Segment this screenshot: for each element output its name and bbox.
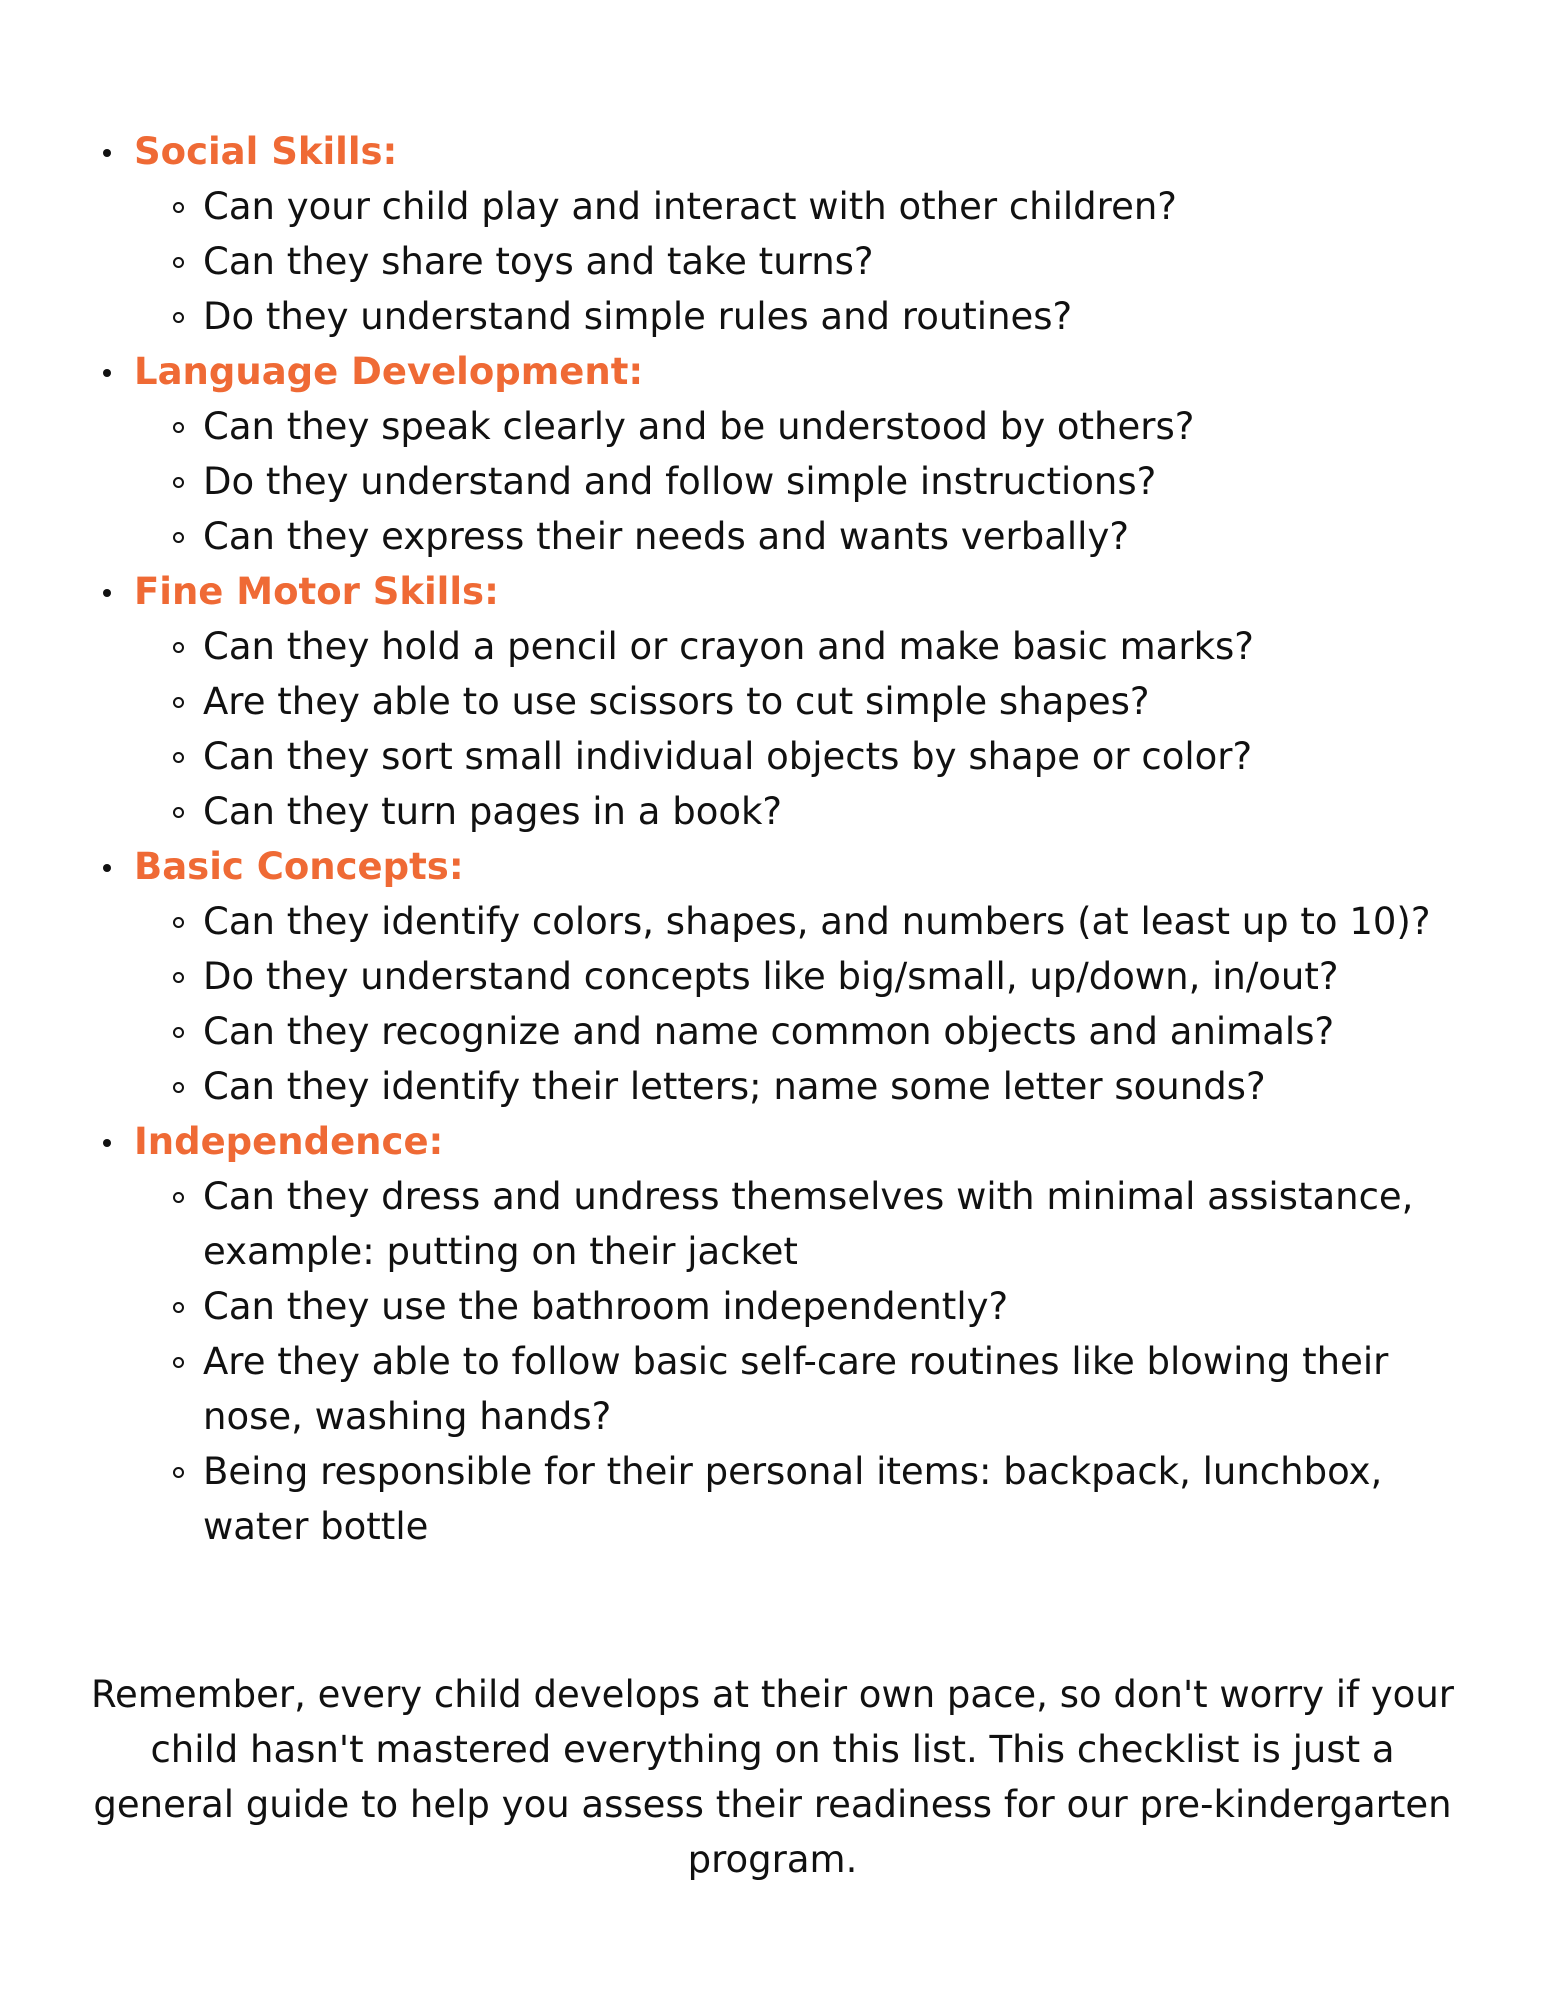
section-items	[96, 619, 1456, 839]
checklist-item	[96, 179, 1456, 234]
bullet-icon	[103, 369, 111, 377]
checklist-item	[96, 1334, 1456, 1444]
checklist-item-text: Can your child play and interact with other children?	[203, 185, 1177, 228]
section-heading	[96, 564, 1456, 619]
section-heading-text: Basic Concepts:	[134, 845, 464, 888]
checklist-item	[96, 949, 1456, 1004]
checklist-item	[96, 1444, 1456, 1554]
section-items	[96, 1169, 1456, 1554]
section-heading	[96, 344, 1456, 399]
checklist-item-text: Do they understand and follow simple instructions?	[203, 460, 1157, 503]
ring-bullet-icon	[173, 532, 184, 543]
checklist-item-text: Can they sort small individual objects by shape or color?	[203, 735, 1253, 778]
section-heading-text: Independence:	[134, 1120, 444, 1163]
ring-bullet-icon	[173, 1082, 184, 1093]
ring-bullet-icon	[173, 202, 184, 213]
section-items	[96, 399, 1456, 564]
checklist-item	[96, 1059, 1456, 1114]
ring-bullet-icon	[173, 1302, 184, 1313]
checklist-item-text: Can they turn pages in a book?	[203, 790, 783, 833]
checklist-item-text: Being responsible for their personal items: backpack, lunchbox, water bottle	[203, 1450, 1383, 1548]
ring-bullet-icon	[173, 257, 184, 268]
checklist-item-text: Can they express their needs and wants verbally?	[203, 515, 1129, 558]
checklist-item	[96, 399, 1456, 454]
checklist-item	[96, 509, 1456, 564]
checklist-item-text: Can they hold a pencil or crayon and make basic marks?	[203, 625, 1254, 668]
ring-bullet-icon	[173, 697, 184, 708]
checklist-item	[96, 1004, 1456, 1059]
section-heading	[96, 1114, 1456, 1169]
checklist-item-text: Can they share toys and take turns?	[203, 240, 874, 283]
bullet-icon	[103, 864, 111, 872]
closing-paragraph: Remember, every child develops at their own pace, so don't worry if your child hasn't mastered everything on this list. This checklist is just a general guide to help you assess their readiness for our pre-kindergarten program.	[91, 1673, 1454, 1881]
section-independence	[96, 1114, 1456, 1554]
ring-bullet-icon	[173, 1467, 184, 1478]
checklist-item	[96, 1279, 1456, 1334]
checklist-item-text: Can they use the bathroom independently?	[203, 1285, 1009, 1328]
checklist-item	[96, 1169, 1456, 1279]
checklist-item-text: Are they able to follow basic self-care routines like blowing their nose, washing hands?	[203, 1340, 1389, 1438]
checklist-item-text: Do they understand simple rules and routines?	[203, 295, 1073, 338]
checklist-item-text: Do they understand concepts like big/small, up/down, in/out?	[203, 955, 1339, 998]
section-social-skills	[96, 124, 1456, 344]
ring-bullet-icon	[173, 477, 184, 488]
ring-bullet-icon	[173, 642, 184, 653]
ring-bullet-icon	[173, 312, 184, 323]
checklist-item	[96, 784, 1456, 839]
ring-bullet-icon	[173, 917, 184, 928]
ring-bullet-icon	[173, 1357, 184, 1368]
checklist-item	[96, 894, 1456, 949]
ring-bullet-icon	[173, 422, 184, 433]
ring-bullet-icon	[173, 752, 184, 763]
section-language-development	[96, 344, 1456, 564]
checklist-item-text: Are they able to use scissors to cut simple shapes?	[203, 680, 1150, 723]
section-heading-text: Language Development:	[134, 350, 644, 393]
section-heading	[96, 124, 1456, 179]
section-items	[96, 179, 1456, 344]
checklist-item	[96, 619, 1456, 674]
ring-bullet-icon	[173, 972, 184, 983]
checklist-item	[96, 289, 1456, 344]
bullet-icon	[103, 1139, 111, 1147]
checklist-item	[96, 729, 1456, 784]
section-basic-concepts	[96, 839, 1456, 1114]
checklist-item-text: Can they recognize and name common objects and animals?	[203, 1010, 1335, 1053]
readiness-checklist	[96, 124, 1456, 1554]
checklist-item-text: Can they speak clearly and be understood by others?	[203, 405, 1195, 448]
checklist-item	[96, 454, 1456, 509]
section-items	[96, 894, 1456, 1114]
section-heading-text: Social Skills:	[134, 130, 398, 173]
checklist-item-text: Can they dress and undress themselves with minimal assistance, example: putting on their jacket	[203, 1175, 1414, 1273]
checklist-item	[96, 234, 1456, 289]
ring-bullet-icon	[173, 1027, 184, 1038]
section-heading	[96, 839, 1456, 894]
checklist-item-text: Can they identify colors, shapes, and numbers (at least up to 10)?	[203, 900, 1431, 943]
section-heading-text: Fine Motor Skills:	[134, 570, 499, 613]
checklist-item	[96, 674, 1456, 729]
ring-bullet-icon	[173, 1192, 184, 1203]
section-fine-motor-skills	[96, 564, 1456, 839]
checklist-item-text: Can they identify their letters; name some letter sounds?	[203, 1065, 1266, 1108]
bullet-icon	[103, 589, 111, 597]
bullet-icon	[103, 149, 111, 157]
ring-bullet-icon	[173, 807, 184, 818]
